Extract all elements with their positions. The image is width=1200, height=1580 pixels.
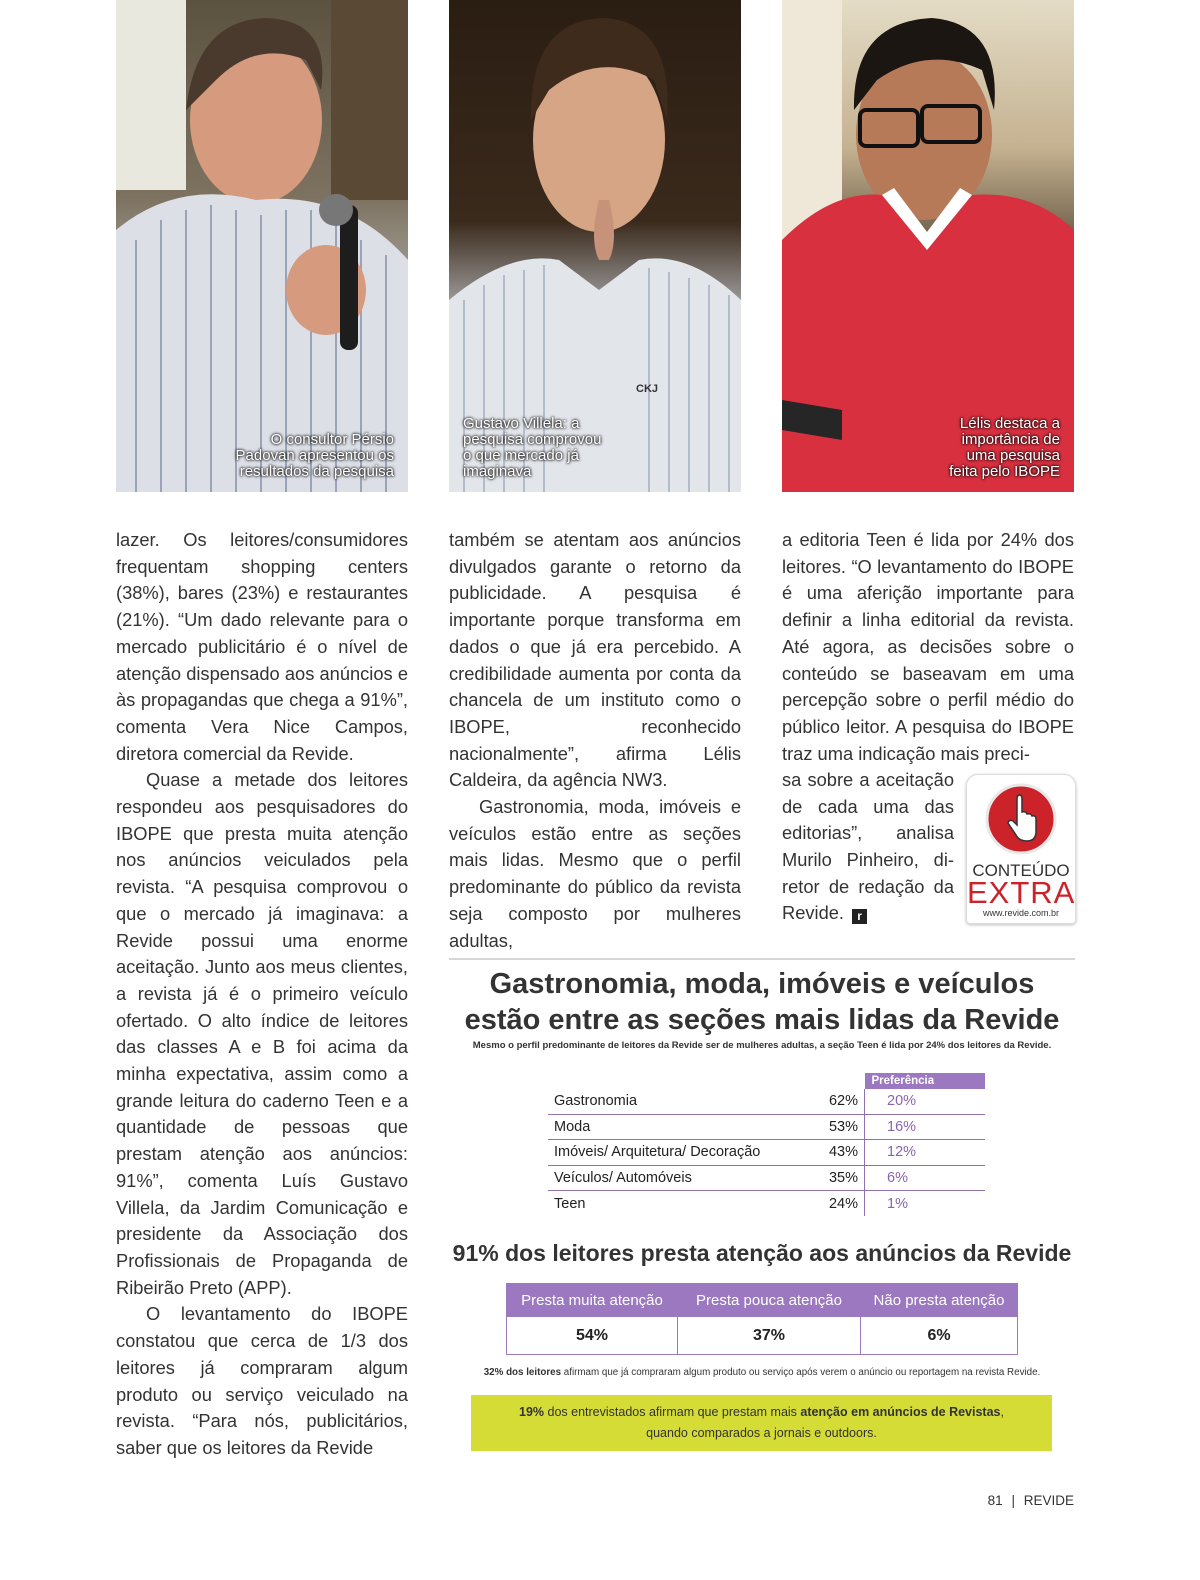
row-label: Teen <box>554 1195 586 1212</box>
end-mark-icon: r <box>852 909 867 924</box>
photo-gustavo-villela <box>449 0 741 492</box>
paragraph: O levantamento do IBOPE constatou que cerca de 1/3 dos leitores já compraram algum produto ou serviço veiculado na revista. “Para nós, publicitários, saber que os leitores da Revide <box>116 1303 408 1458</box>
row-label: Veículos/ Automóveis <box>548 1165 812 1191</box>
magazine-name: REVIDE <box>1023 1493 1074 1508</box>
text-line: sa sobre a aceitação <box>782 769 954 790</box>
article-ending <box>782 900 902 927</box>
table-row <box>548 1191 985 1216</box>
text-line: retor de redação da <box>782 875 954 897</box>
preference-table <box>548 1073 985 1216</box>
photo-caption: Lélis destaca a importância de uma pesquisa feita pelo IBOPE <box>949 415 1060 480</box>
box-text: quando comparados a jornais e outdoors. <box>646 1426 877 1440</box>
text-line: Murilo Pinheiro, di- <box>782 849 954 871</box>
row-percent: 35% <box>812 1165 865 1191</box>
text-line: editorias”, analisa <box>782 822 954 844</box>
table-row <box>548 1140 985 1166</box>
table-row <box>548 1089 985 1114</box>
conteudo-extra-badge[interactable] <box>966 774 1076 924</box>
row-label: Gastronomia <box>548 1089 812 1114</box>
text-line: Revide. <box>782 902 844 923</box>
box-text: , <box>1000 1405 1004 1419</box>
row-preference: 1% <box>865 1191 986 1216</box>
magazine-attention-box <box>471 1395 1052 1451</box>
attention-value: 54% <box>507 1317 678 1355</box>
paragraph: a editoria Teen é lida por 24% dos leitores. “O levantamento do IBOPE é uma aferição importante para definir a linha editorial da revista. Até agora, as decisões sobre o conteúdo se baseavam em uma percepção sobre o perfil médio do público leitor. A pesquisa do IBOPE traz uma indicação mais preci- <box>782 529 1074 764</box>
paragraph: Quase a metade dos leitores respondeu aos pesquisadores do IBOPE que presta muita atenção nos anúncios veiculados pela revista. “A pesquisa comprovou o que o mercado já imaginava: a Revide possui uma enorme aceitação. Junto aos meus clientes, a revista já é o primeiro veículo ofertado. O alto índice de leitores das classes A e B foi acima da minha expectativa, assim como a grande leitura do caderno Teen e a quantidade de pessoas que prestam atenção aos anúncios: 91%”, comenta Luís Gustavo Villela, da Jardim Comunicação e presidente da Associação dos Profissionais de Propaganda de Ribeirão Preto (APP). <box>116 769 408 1298</box>
photo-persio-illustration <box>116 0 408 492</box>
click-hand-icon <box>983 781 1059 857</box>
infographic-subtitle: Mesmo o perfil predominante de leitores da Revide ser de mulheres adultas, a seção Teen é lida por 24% dos leitores da Revide. <box>472 1040 1052 1051</box>
article-column-3-wrap <box>782 767 954 901</box>
attention-header: Presta pouca atenção <box>678 1284 861 1317</box>
photo-persio-padovan <box>116 0 408 492</box>
article-column-3 <box>782 527 1074 767</box>
table-row <box>548 1114 985 1140</box>
row-percent: 43% <box>812 1140 865 1166</box>
article-column-2 <box>449 527 741 954</box>
row-percent: 62% <box>812 1089 865 1114</box>
infographic-title-line: estão entre as seções mais lidas da Revide <box>464 1004 1060 1036</box>
attention-value: 6% <box>861 1317 1018 1355</box>
svg-text:CKJ: CKJ <box>636 383 659 395</box>
row-preference: 12% <box>865 1140 986 1166</box>
article-column-1 <box>116 527 408 1462</box>
box-highlight: 19% <box>519 1405 545 1419</box>
table-row <box>548 1165 985 1191</box>
paragraph: lazer. Os leitores/consumidores frequentam shopping centers (38%), bares (23%) e restaurantes (21%). “Um dado relevante para o mercado publicitário é o nível de atenção dispensado aos anúncios e às propagandas que chega a 91%”, comenta Vera Nice Campos, diretora comercial da Revide. <box>116 529 408 764</box>
infographic-title <box>449 966 1075 1038</box>
note-text: afirmam que já compraram algum produto ou serviço após verem o anúncio ou reportagem na revista Revide. <box>561 1367 1041 1378</box>
attention-header: Não presta atenção <box>861 1284 1018 1317</box>
page-number: 81 <box>987 1493 1003 1508</box>
row-preference: 6% <box>865 1165 986 1191</box>
box-highlight: atenção em anúncios de Revistas <box>800 1405 1001 1419</box>
badge-url: www.revide.com.br <box>982 908 1060 918</box>
box-text: dos entrevistados afirmam que prestam mais <box>544 1405 801 1419</box>
badge-line1: CONTEÚDO <box>972 861 1070 880</box>
attention-table <box>506 1283 1018 1355</box>
text-line: de cada uma das <box>782 795 954 817</box>
attention-value: 37% <box>678 1317 861 1355</box>
page-footer <box>988 1493 1074 1508</box>
attention-title: 91% dos leitores presta atenção aos anúncios da Revide <box>452 1240 1072 1266</box>
divider <box>449 958 1075 960</box>
paragraph: também se atentam aos anúncios divulgados garante o retorno da publicidade. A pesquisa é importante porque transforma em dados o que já era percebido. A credibilidade aumenta por conta da chancela de um instituto como o IBOPE, reconhecido nacionalmente”, afirma Lélis Caldeira, da agência NW3. <box>449 529 741 791</box>
row-label: Imóveis/ Arquitetura/ Decoração <box>548 1140 812 1166</box>
photo-lelis-caldeira <box>782 0 1074 492</box>
purchase-note <box>449 1367 1075 1378</box>
row-percent: 53% <box>812 1114 865 1140</box>
row-preference: 20% <box>865 1089 986 1114</box>
paragraph: Gastronomia, moda, imóveis e veículos estão entre as seções mais lidas. Mesmo que o perfil predominante do público da revista seja composto por mulheres adultas, <box>449 796 741 951</box>
row-preference: 16% <box>865 1114 986 1140</box>
preference-header: Preferência <box>865 1073 986 1089</box>
note-highlight: 32% dos leitores <box>483 1367 562 1378</box>
table-row <box>507 1317 1018 1355</box>
infographic-title-line: Gastronomia, moda, imóveis e veículos <box>489 968 1035 1000</box>
photo-caption: O consultor Pérsio Padovan apresentou os resultados da pesquisa <box>235 431 394 480</box>
row-label: Moda <box>548 1114 812 1140</box>
row-percent: 24% <box>828 1195 858 1212</box>
photo-caption: Gustavo Villela: a pesquisa comprovou o que mercado já imaginava <box>463 415 602 480</box>
attention-header: Presta muita atenção <box>507 1284 678 1317</box>
badge-line2: EXTRA <box>967 875 1076 910</box>
footer-separator: | <box>1011 1493 1015 1508</box>
